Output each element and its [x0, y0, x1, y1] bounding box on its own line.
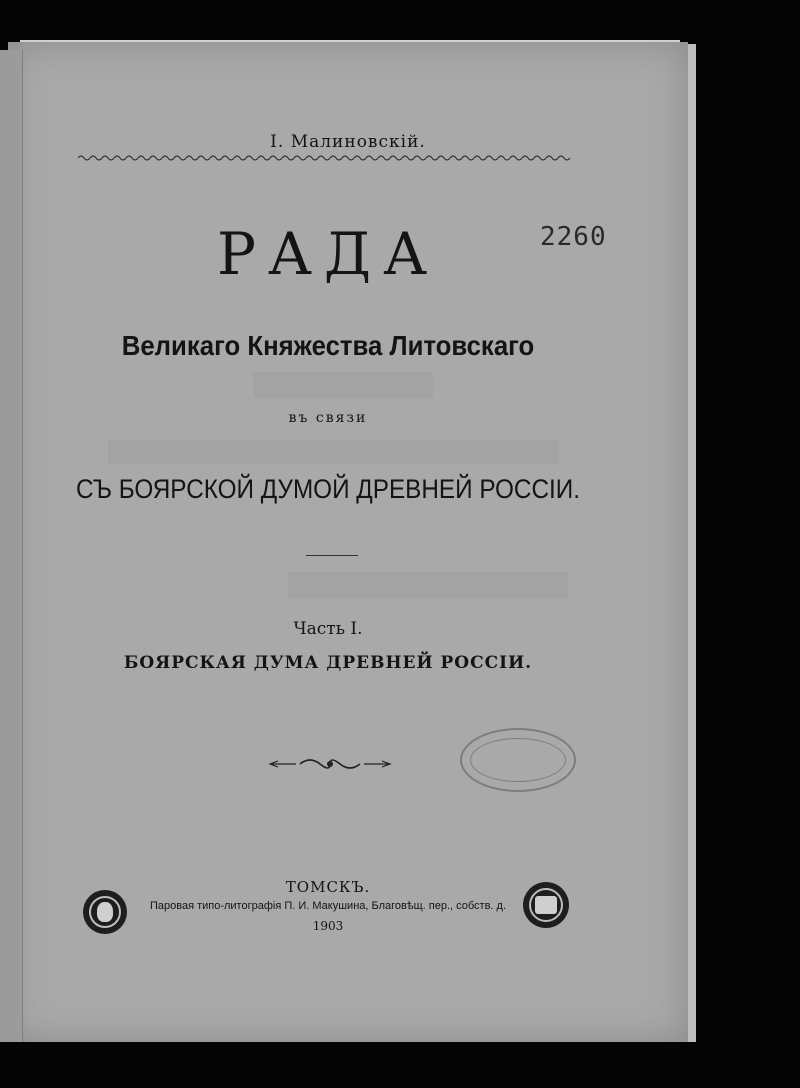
show-through-text-3	[288, 572, 568, 598]
library-stamp-inner-ring	[470, 738, 566, 782]
book-title: РАДА	[216, 220, 440, 288]
medal-emblem-icon	[523, 882, 569, 928]
medal-emblem	[535, 896, 557, 914]
author-name: I. Малиновскій.	[270, 132, 426, 152]
library-stamp	[460, 728, 576, 792]
book-cover	[8, 42, 688, 1042]
short-divider	[306, 555, 358, 556]
subtitle-boyar-duma: СЪ БОЯРСКОЙ ДУМОЙ ДРЕВНЕЙ РОССІИ.	[76, 474, 580, 504]
subtitle-in-connection: въ связи	[288, 410, 368, 426]
medal-profile	[97, 902, 113, 922]
publication-city: ТОМСКЪ.	[285, 878, 371, 896]
part-title: БОЯРСКАЯ ДУМА ДРЕВНЕЙ РОССІИ.	[123, 653, 533, 673]
ornament-flourish	[268, 754, 392, 774]
show-through-text-2	[108, 440, 558, 464]
part-number: Часть I.	[293, 619, 363, 639]
printer-line: Паровая типо-литографія П. И. Макушина, Благовѣщ. пер., собств. д.	[149, 900, 507, 912]
inventory-number: 2260	[540, 222, 607, 252]
subtitle-grand-duchy: Великаго Княжества Литовскаго	[121, 330, 535, 361]
show-through-text-1	[253, 372, 433, 398]
publication-year: 1903	[312, 919, 344, 933]
wavy-rule	[78, 154, 573, 162]
medal-portrait-icon	[83, 890, 127, 934]
cover-spine	[0, 50, 23, 1042]
